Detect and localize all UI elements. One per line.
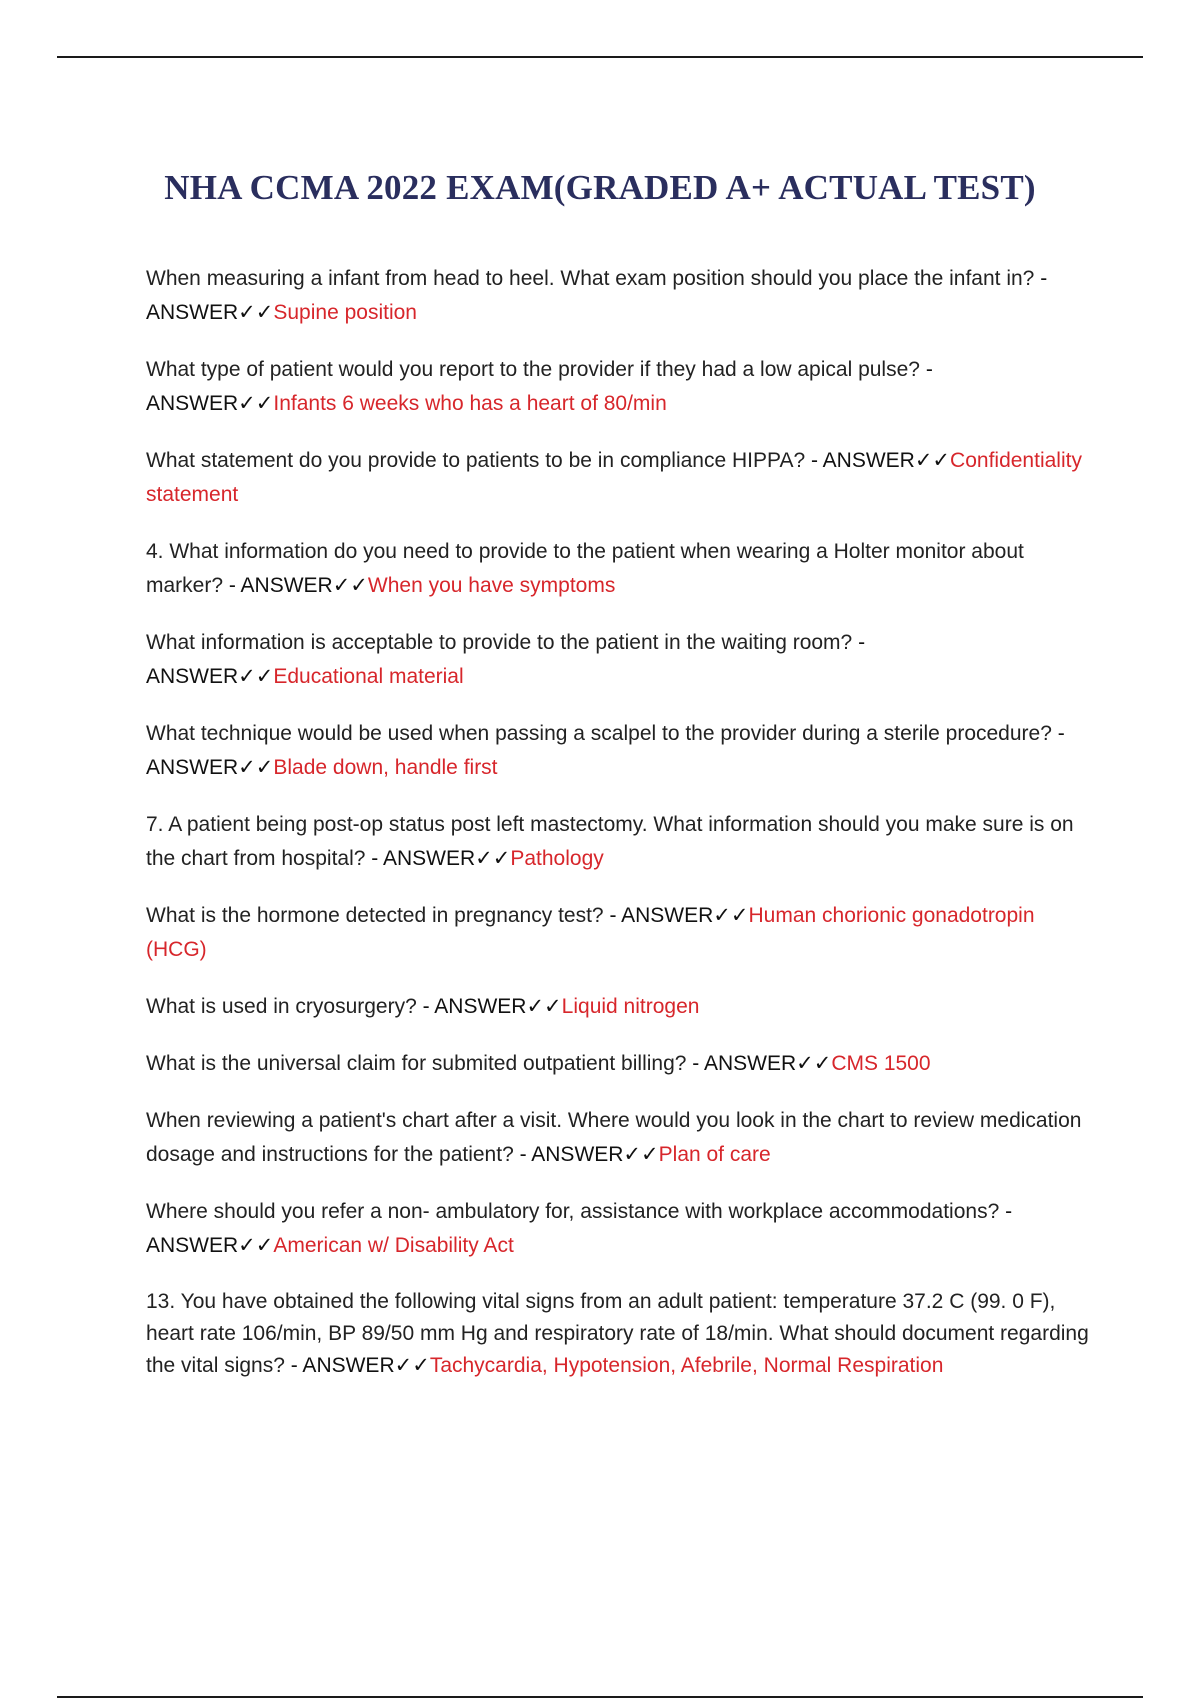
qa-item — [146, 1195, 1090, 1263]
qa-item — [146, 1047, 1090, 1081]
qa-item — [146, 535, 1090, 603]
answer-text: Plan of care — [658, 1143, 771, 1166]
question-text: When measuring a infant from head to heel. What exam position should you place the infant in? — [146, 267, 1035, 290]
answer-text: Tachycardia, Hypotension, Afebrile, Normal Respiration — [429, 1354, 944, 1377]
question-text: What type of patient would you report to the provider if they had a low apical pulse? — [146, 358, 920, 381]
answer-text: Liquid nitrogen — [561, 995, 700, 1018]
question-text: What information is acceptable to provide to the patient in the waiting room? — [146, 631, 853, 654]
page-title: NHA CCMA 2022 EXAM(GRADED A+ ACTUAL TEST) — [164, 168, 1036, 208]
question-text: What statement do you provide to patients to be in compliance HIPPA? — [146, 449, 806, 472]
question-text: What technique would be used when passing a scalpel to the provider during a sterile procedure? — [146, 722, 1052, 745]
answer-marker: - ANSWER✓✓ — [146, 631, 866, 688]
bottom-rule — [57, 1696, 1143, 1698]
answer-marker: - ANSWER✓✓ — [228, 574, 368, 597]
question-text: 4. What information do you need to provide to the patient when wearing a Holter monitor about marker? — [146, 540, 1024, 597]
qa-item — [146, 1286, 1090, 1382]
qa-item — [146, 990, 1090, 1024]
answer-text: Pathology — [510, 847, 604, 870]
answer-text: When you have symptoms — [367, 574, 616, 597]
qa-item — [146, 626, 1090, 694]
answer-marker: - ANSWER✓✓ — [290, 1354, 430, 1377]
question-text: What is the hormone detected in pregnancy test? — [146, 904, 604, 927]
answer-text: Human chorionic gonadotropin (HCG) — [146, 904, 1035, 961]
question-text: Where should you refer a non- ambulatory for, assistance with workplace accommodations? — [146, 1200, 1000, 1223]
answer-text: CMS 1500 — [831, 1052, 931, 1075]
answer-text: American w/ Disability Act — [273, 1234, 514, 1257]
question-text: What is used in cryosurgery? — [146, 995, 417, 1018]
qa-list — [146, 262, 1090, 1405]
answer-marker: - ANSWER✓✓ — [146, 267, 1048, 324]
question-text: When reviewing a patient's chart after a visit. Where would you look in the chart to review medication dosage and instructions for the patient? — [146, 1109, 1082, 1166]
answer-text: Confidentiality statement — [146, 449, 1082, 506]
qa-item — [146, 262, 1090, 330]
question-text: What is the universal claim for submited outpatient billing? — [146, 1052, 687, 1075]
answer-marker: - ANSWER✓✓ — [519, 1143, 659, 1166]
answer-marker: - ANSWER✓✓ — [146, 1200, 1013, 1257]
answer-text: Blade down, handle first — [273, 756, 498, 779]
question-text: 13. You have obtained the following vital signs from an adult patient: temperature 37.2 C (99. 0 F), heart rate 106/min, BP 89/50 mm Hg and respiratory rate of 18/min. What should document regarding the vital signs? — [146, 1290, 1089, 1377]
top-rule — [57, 56, 1143, 58]
qa-item — [146, 808, 1090, 876]
qa-item — [146, 899, 1090, 967]
answer-marker: - ANSWER✓✓ — [371, 847, 511, 870]
answer-marker: - ANSWER✓✓ — [692, 1052, 832, 1075]
answer-marker: - ANSWER✓✓ — [422, 995, 562, 1018]
qa-item — [146, 353, 1090, 421]
answer-marker: - ANSWER✓✓ — [146, 358, 933, 415]
qa-item — [146, 1104, 1090, 1172]
answer-marker: - ANSWER✓✓ — [811, 449, 951, 472]
answer-text: Infants 6 weeks who has a heart of 80/min — [273, 392, 667, 415]
answer-marker: - ANSWER✓✓ — [146, 722, 1065, 779]
question-text: 7. A patient being post-op status post left mastectomy. What information should you make sure is on the chart from hospital? — [146, 813, 1074, 870]
qa-item — [146, 444, 1090, 512]
answer-text: Supine position — [273, 301, 417, 324]
answer-text: Educational material — [273, 665, 464, 688]
answer-marker: - ANSWER✓✓ — [609, 904, 749, 927]
qa-item — [146, 717, 1090, 785]
